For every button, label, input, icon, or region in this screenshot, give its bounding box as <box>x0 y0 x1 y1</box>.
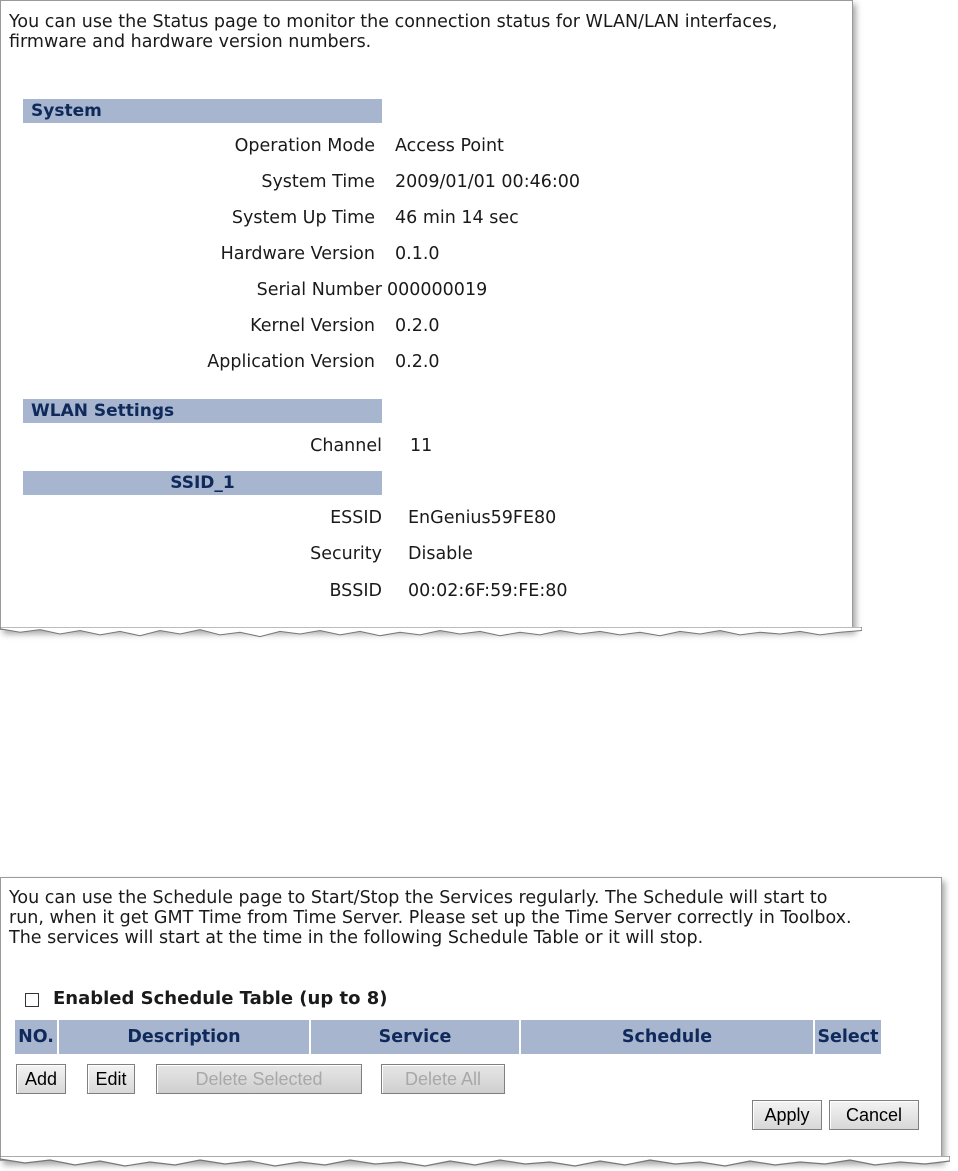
schedule-intro <box>9 888 939 948</box>
enable-schedule-checkbox[interactable] <box>25 993 39 1007</box>
schedule-panel <box>0 877 942 1161</box>
application-version-value: 0.2.0 <box>395 352 440 372</box>
status-panel <box>0 0 853 630</box>
column-header-description: Description <box>59 1020 309 1054</box>
operation-mode-label: Operation Mode <box>234 136 375 156</box>
status-intro: You can use the Status page to monitor the connection status for WLAN/LAN interfaces, firmware and hardware version numbers. <box>9 12 778 52</box>
torn-edge-decoration <box>0 627 862 641</box>
column-header-no: NO. <box>15 1020 57 1054</box>
system-time-label: System Time <box>261 172 375 192</box>
column-header-select: Select <box>815 1020 881 1054</box>
channel-value: 11 <box>410 436 433 456</box>
torn-edge-decoration <box>0 1156 950 1170</box>
system-up-time-value: 46 min 14 sec <box>395 208 519 228</box>
apply-button[interactable]: Apply <box>752 1100 822 1130</box>
kernel-version-value: 0.2.0 <box>395 316 440 336</box>
schedule-intro-line-2: run, when it get GMT Time from Time Server. Please set up the Time Server correctly in Toolbox. <box>9 908 852 928</box>
serial-number-label: Serial Number <box>256 280 382 300</box>
add-button[interactable]: Add <box>16 1064 66 1094</box>
application-version-label: Application Version <box>207 352 375 372</box>
delete-selected-button[interactable]: Delete Selected <box>156 1064 362 1094</box>
schedule-intro-line-1: You can use the Schedule page to Start/Stop the Services regularly. The Schedule will start to <box>9 888 828 908</box>
system-up-time-label: System Up Time <box>231 208 375 228</box>
ssid-section-header: SSID_1 <box>23 471 382 495</box>
system-section-header: System <box>23 99 382 123</box>
wlan-section-header: WLAN Settings <box>23 399 382 423</box>
operation-mode-value: Access Point <box>395 136 504 156</box>
kernel-version-label: Kernel Version <box>250 316 375 336</box>
security-value: Disable <box>408 544 473 564</box>
column-header-service: Service <box>311 1020 519 1054</box>
bssid-value: 00:02:6F:59:FE:80 <box>408 581 568 601</box>
serial-number-value: 000000019 <box>387 280 488 300</box>
security-label: Security <box>310 544 382 564</box>
cancel-button[interactable]: Cancel <box>829 1100 919 1130</box>
edit-button[interactable]: Edit <box>87 1064 135 1094</box>
channel-label: Channel <box>310 436 382 456</box>
enable-schedule-label: Enabled Schedule Table (up to 8) <box>53 988 388 1009</box>
schedule-intro-line-3: The services will start at the time in the following Schedule Table or it will stop. <box>9 928 704 948</box>
bssid-label: BSSID <box>329 581 382 601</box>
essid-value: EnGenius59FE80 <box>408 508 557 528</box>
hardware-version-value: 0.1.0 <box>395 244 440 264</box>
hardware-version-label: Hardware Version <box>220 244 375 264</box>
column-header-schedule: Schedule <box>521 1020 813 1054</box>
essid-label: ESSID <box>330 508 382 528</box>
delete-all-button[interactable]: Delete All <box>381 1064 505 1094</box>
system-time-value: 2009/01/01 00:46:00 <box>395 172 581 192</box>
